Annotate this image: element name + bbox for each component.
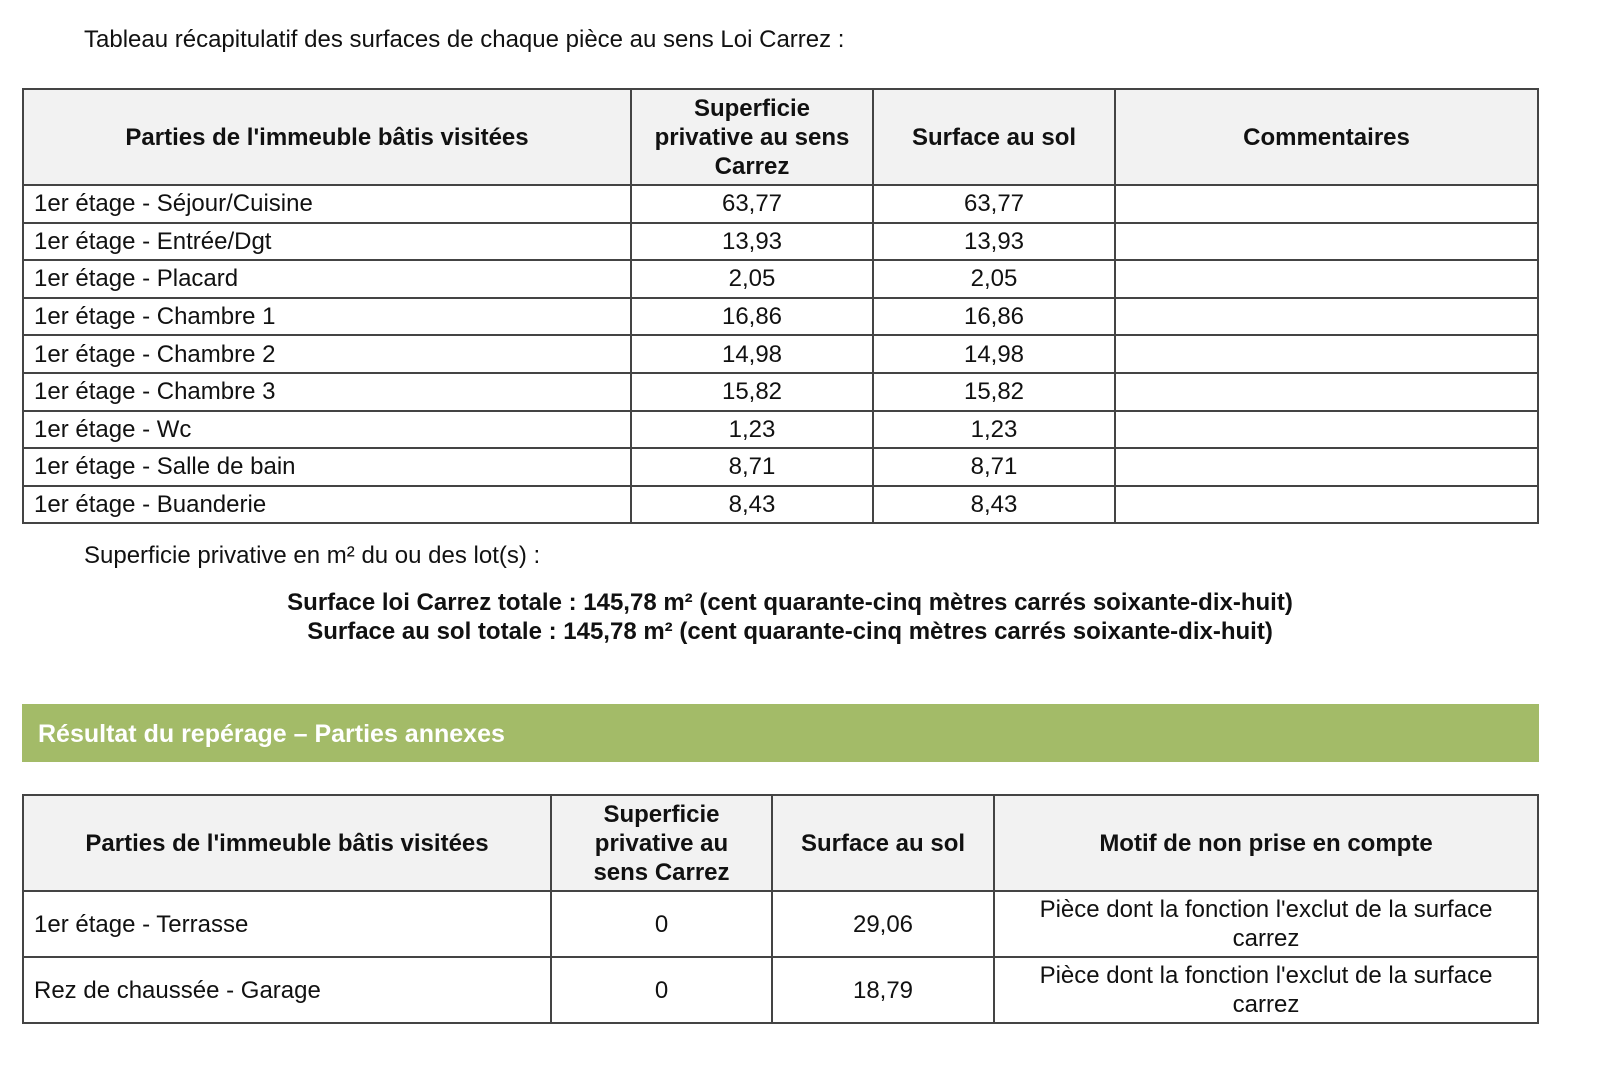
comment-cell	[1115, 185, 1538, 223]
sol-cell: 29,06	[772, 891, 994, 957]
table-row	[23, 373, 1538, 411]
room-cell: 1er étage - Séjour/Cuisine	[23, 185, 631, 223]
col-header: Commentaires	[1115, 89, 1538, 185]
sol-cell: 13,93	[873, 223, 1115, 261]
carrez-cell: 8,71	[631, 448, 873, 486]
col-header: Superficie privative au sens Carrez	[631, 89, 873, 185]
sol-cell: 1,23	[873, 411, 1115, 449]
sol-cell: 63,77	[873, 185, 1115, 223]
table-row	[23, 486, 1538, 524]
room-cell: 1er étage - Placard	[23, 260, 631, 298]
carrez-cell: 0	[551, 957, 772, 1023]
sol-cell: 8,43	[873, 486, 1115, 524]
room-cell: 1er étage - Buanderie	[23, 486, 631, 524]
room-cell: 1er étage - Chambre 3	[23, 373, 631, 411]
table-header-row	[23, 795, 1538, 891]
carrez-cell: 14,98	[631, 335, 873, 373]
carrez-cell: 1,23	[631, 411, 873, 449]
carrez-cell: 63,77	[631, 185, 873, 223]
carrez-cell: 15,82	[631, 373, 873, 411]
sol-cell: 15,82	[873, 373, 1115, 411]
annexes-table	[22, 794, 1539, 1024]
table-row	[23, 335, 1538, 373]
sol-cell: 14,98	[873, 335, 1115, 373]
table-row	[23, 448, 1538, 486]
comment-cell: Pièce dont la fonction l'exclut de la surface carrez	[994, 891, 1538, 957]
comment-cell	[1115, 223, 1538, 261]
intro-text: Tableau récapitulatif des surfaces de chaque pièce au sens Loi Carrez :	[84, 26, 845, 53]
col-header: Parties de l'immeuble bâtis visitées	[23, 795, 551, 891]
carrez-cell: 16,86	[631, 298, 873, 336]
room-cell: 1er étage - Chambre 2	[23, 335, 631, 373]
comment-cell	[1115, 486, 1538, 524]
comment-cell	[1115, 373, 1538, 411]
total-carrez: Surface loi Carrez totale : 145,78 m² (cent quarante-cinq mètres carrés soixante-dix-huit)	[287, 589, 1293, 616]
carrez-table	[22, 88, 1539, 524]
carrez-cell: 13,93	[631, 223, 873, 261]
col-header: Parties de l'immeuble bâtis visitées	[23, 89, 631, 185]
room-cell: 1er étage - Wc	[23, 411, 631, 449]
sol-cell: 2,05	[873, 260, 1115, 298]
subtitle: Superficie privative en m² du ou des lot(s) :	[84, 542, 541, 569]
room-cell: 1er étage - Terrasse	[23, 891, 551, 957]
comment-cell	[1115, 448, 1538, 486]
total-sol: Surface au sol totale : 145,78 m² (cent quarante-cinq mètres carrés soixante-dix-huit)	[307, 618, 1273, 645]
carrez-cell: 8,43	[631, 486, 873, 524]
room-cell: Rez de chaussée - Garage	[23, 957, 551, 1023]
table-row	[23, 260, 1538, 298]
comment-cell: Pièce dont la fonction l'exclut de la surface carrez	[994, 957, 1538, 1023]
comment-cell	[1115, 411, 1538, 449]
col-header: Superficie privative au sens Carrez	[551, 795, 772, 891]
room-cell: 1er étage - Entrée/Dgt	[23, 223, 631, 261]
table-row	[23, 957, 1538, 1023]
comment-cell	[1115, 260, 1538, 298]
sol-cell: 18,79	[772, 957, 994, 1023]
sol-cell: 16,86	[873, 298, 1115, 336]
carrez-cell: 0	[551, 891, 772, 957]
sol-cell: 8,71	[873, 448, 1115, 486]
col-header: Surface au sol	[873, 89, 1115, 185]
room-cell: 1er étage - Salle de bain	[23, 448, 631, 486]
table-row	[23, 185, 1538, 223]
comment-cell	[1115, 335, 1538, 373]
table-row	[23, 411, 1538, 449]
table-row	[23, 891, 1538, 957]
table-header-row	[23, 89, 1538, 185]
col-header: Motif de non prise en compte	[994, 795, 1538, 891]
carrez-cell: 2,05	[631, 260, 873, 298]
section-title: Résultat du repérage – Parties annexes	[22, 704, 1539, 762]
comment-cell	[1115, 298, 1538, 336]
table-row	[23, 223, 1538, 261]
table-row	[23, 298, 1538, 336]
col-header: Surface au sol	[772, 795, 994, 891]
room-cell: 1er étage - Chambre 1	[23, 298, 631, 336]
